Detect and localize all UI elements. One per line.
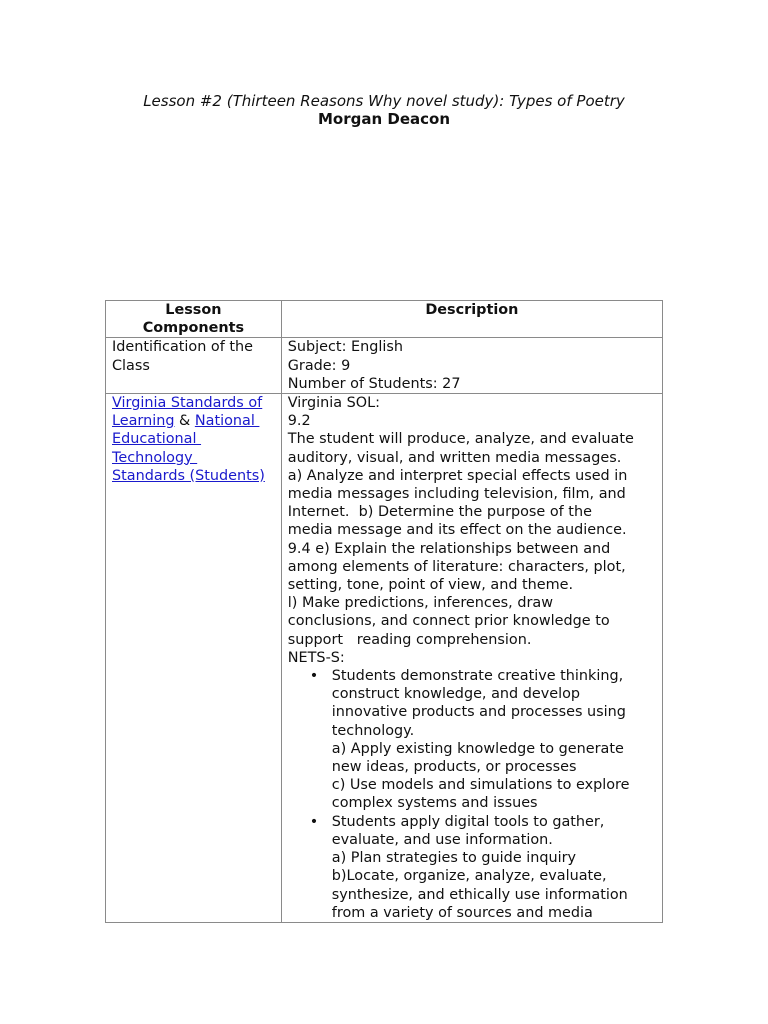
- bullet-icon: •: [309, 813, 319, 830]
- header-line: Description: [425, 302, 519, 318]
- subject-text: Subject: English: [287, 339, 403, 356]
- nets-s-heading: NETS-S:: [287, 649, 345, 666]
- bullet-icon: •: [309, 668, 319, 685]
- list-item: [309, 667, 656, 813]
- row-description-standards: [281, 394, 662, 923]
- sol-text-line: l) Make predictions, inferences, draw: [287, 595, 553, 612]
- sol-text-line: Internet. b) Determine the purpose of the: [287, 504, 592, 521]
- sol-text-line: media message and its effect on the audience.: [287, 522, 627, 539]
- nets-s-list: [288, 667, 656, 922]
- table-header-row: [106, 301, 663, 338]
- bullet-text-line: innovative products and processes using: [331, 704, 626, 721]
- sol-text-line: conclusions, and connect prior knowledge to: [287, 613, 610, 630]
- bullet-text-line: synthesize, and ethically use information: [331, 886, 628, 903]
- label-line: Class: [112, 357, 150, 374]
- sol-text-line: 9.2: [287, 413, 311, 430]
- row-label-identification: [106, 338, 282, 394]
- table-row: [106, 338, 663, 394]
- sol-text-line: The student will produce, analyze, and evaluate: [287, 431, 634, 448]
- header-line: Components: [142, 320, 245, 337]
- sol-text-line: Virginia SOL:: [287, 395, 380, 412]
- nets-s-link[interactable]: Standards (Students): [112, 467, 265, 484]
- lesson-title: Lesson #2 (Thirteen Reasons Why novel study): Types of Poetry: [143, 92, 625, 110]
- header-line: Lesson: [165, 302, 222, 318]
- virginia-sol-link[interactable]: Virginia Standards of: [112, 395, 263, 412]
- students-count-text: Number of Students: 27: [287, 375, 461, 392]
- sol-text-line: media messages including television, film, and: [287, 486, 626, 503]
- nets-s-link[interactable]: Educational: [112, 431, 202, 448]
- ampersand: &: [174, 413, 195, 430]
- row-label-standards: [106, 394, 282, 923]
- bullet-text-line: c) Use models and simulations to explore: [331, 777, 630, 794]
- bullet-text-line: construct knowledge, and develop: [331, 686, 581, 703]
- sol-text-line: among elements of literature: characters, plot,: [287, 558, 626, 575]
- sol-text-line: a) Analyze and interpret special effects used in: [287, 467, 628, 484]
- sol-text-line: 9.4 e) Explain the relationships between and: [287, 540, 611, 557]
- bullet-text-line: new ideas, products, or processes: [331, 759, 577, 776]
- grade-text: Grade: 9: [287, 357, 351, 374]
- label-line: Identification of the: [112, 339, 253, 356]
- list-item: [309, 813, 656, 922]
- nets-s-link[interactable]: Technology: [112, 449, 198, 466]
- sol-text-line: support reading comprehension.: [287, 631, 532, 648]
- nets-s-link[interactable]: National: [194, 413, 260, 430]
- virginia-sol-link[interactable]: Learning: [112, 413, 175, 430]
- author-name: Morgan Deacon: [317, 110, 450, 128]
- lesson-plan-table: [105, 300, 663, 923]
- bullet-text-line: complex systems and issues: [331, 795, 538, 812]
- bullet-text-line: Students apply digital tools to gather,: [331, 813, 605, 830]
- bullet-text-line: Students demonstrate creative thinking,: [331, 668, 624, 685]
- bullet-text-line: evaluate, and use information.: [331, 831, 553, 848]
- bullet-text-line: b)Locate, organize, analyze, evaluate,: [331, 868, 607, 885]
- table-row: [106, 394, 663, 923]
- bullet-text-line: a) Apply existing knowledge to generate: [331, 740, 624, 757]
- bullet-text-line: a) Plan strategies to guide inquiry: [331, 850, 577, 867]
- bullet-text-line: from a variety of sources and media: [331, 904, 593, 921]
- row-description-identification: [281, 338, 662, 394]
- header-lesson-components: [106, 301, 282, 338]
- bullet-text-line: technology.: [331, 722, 415, 739]
- sol-text-line: setting, tone, point of view, and theme.: [287, 577, 574, 594]
- sol-text-line: auditory, visual, and written media messages.: [287, 449, 622, 466]
- header-description: [281, 301, 662, 338]
- document-header: [0, 92, 768, 128]
